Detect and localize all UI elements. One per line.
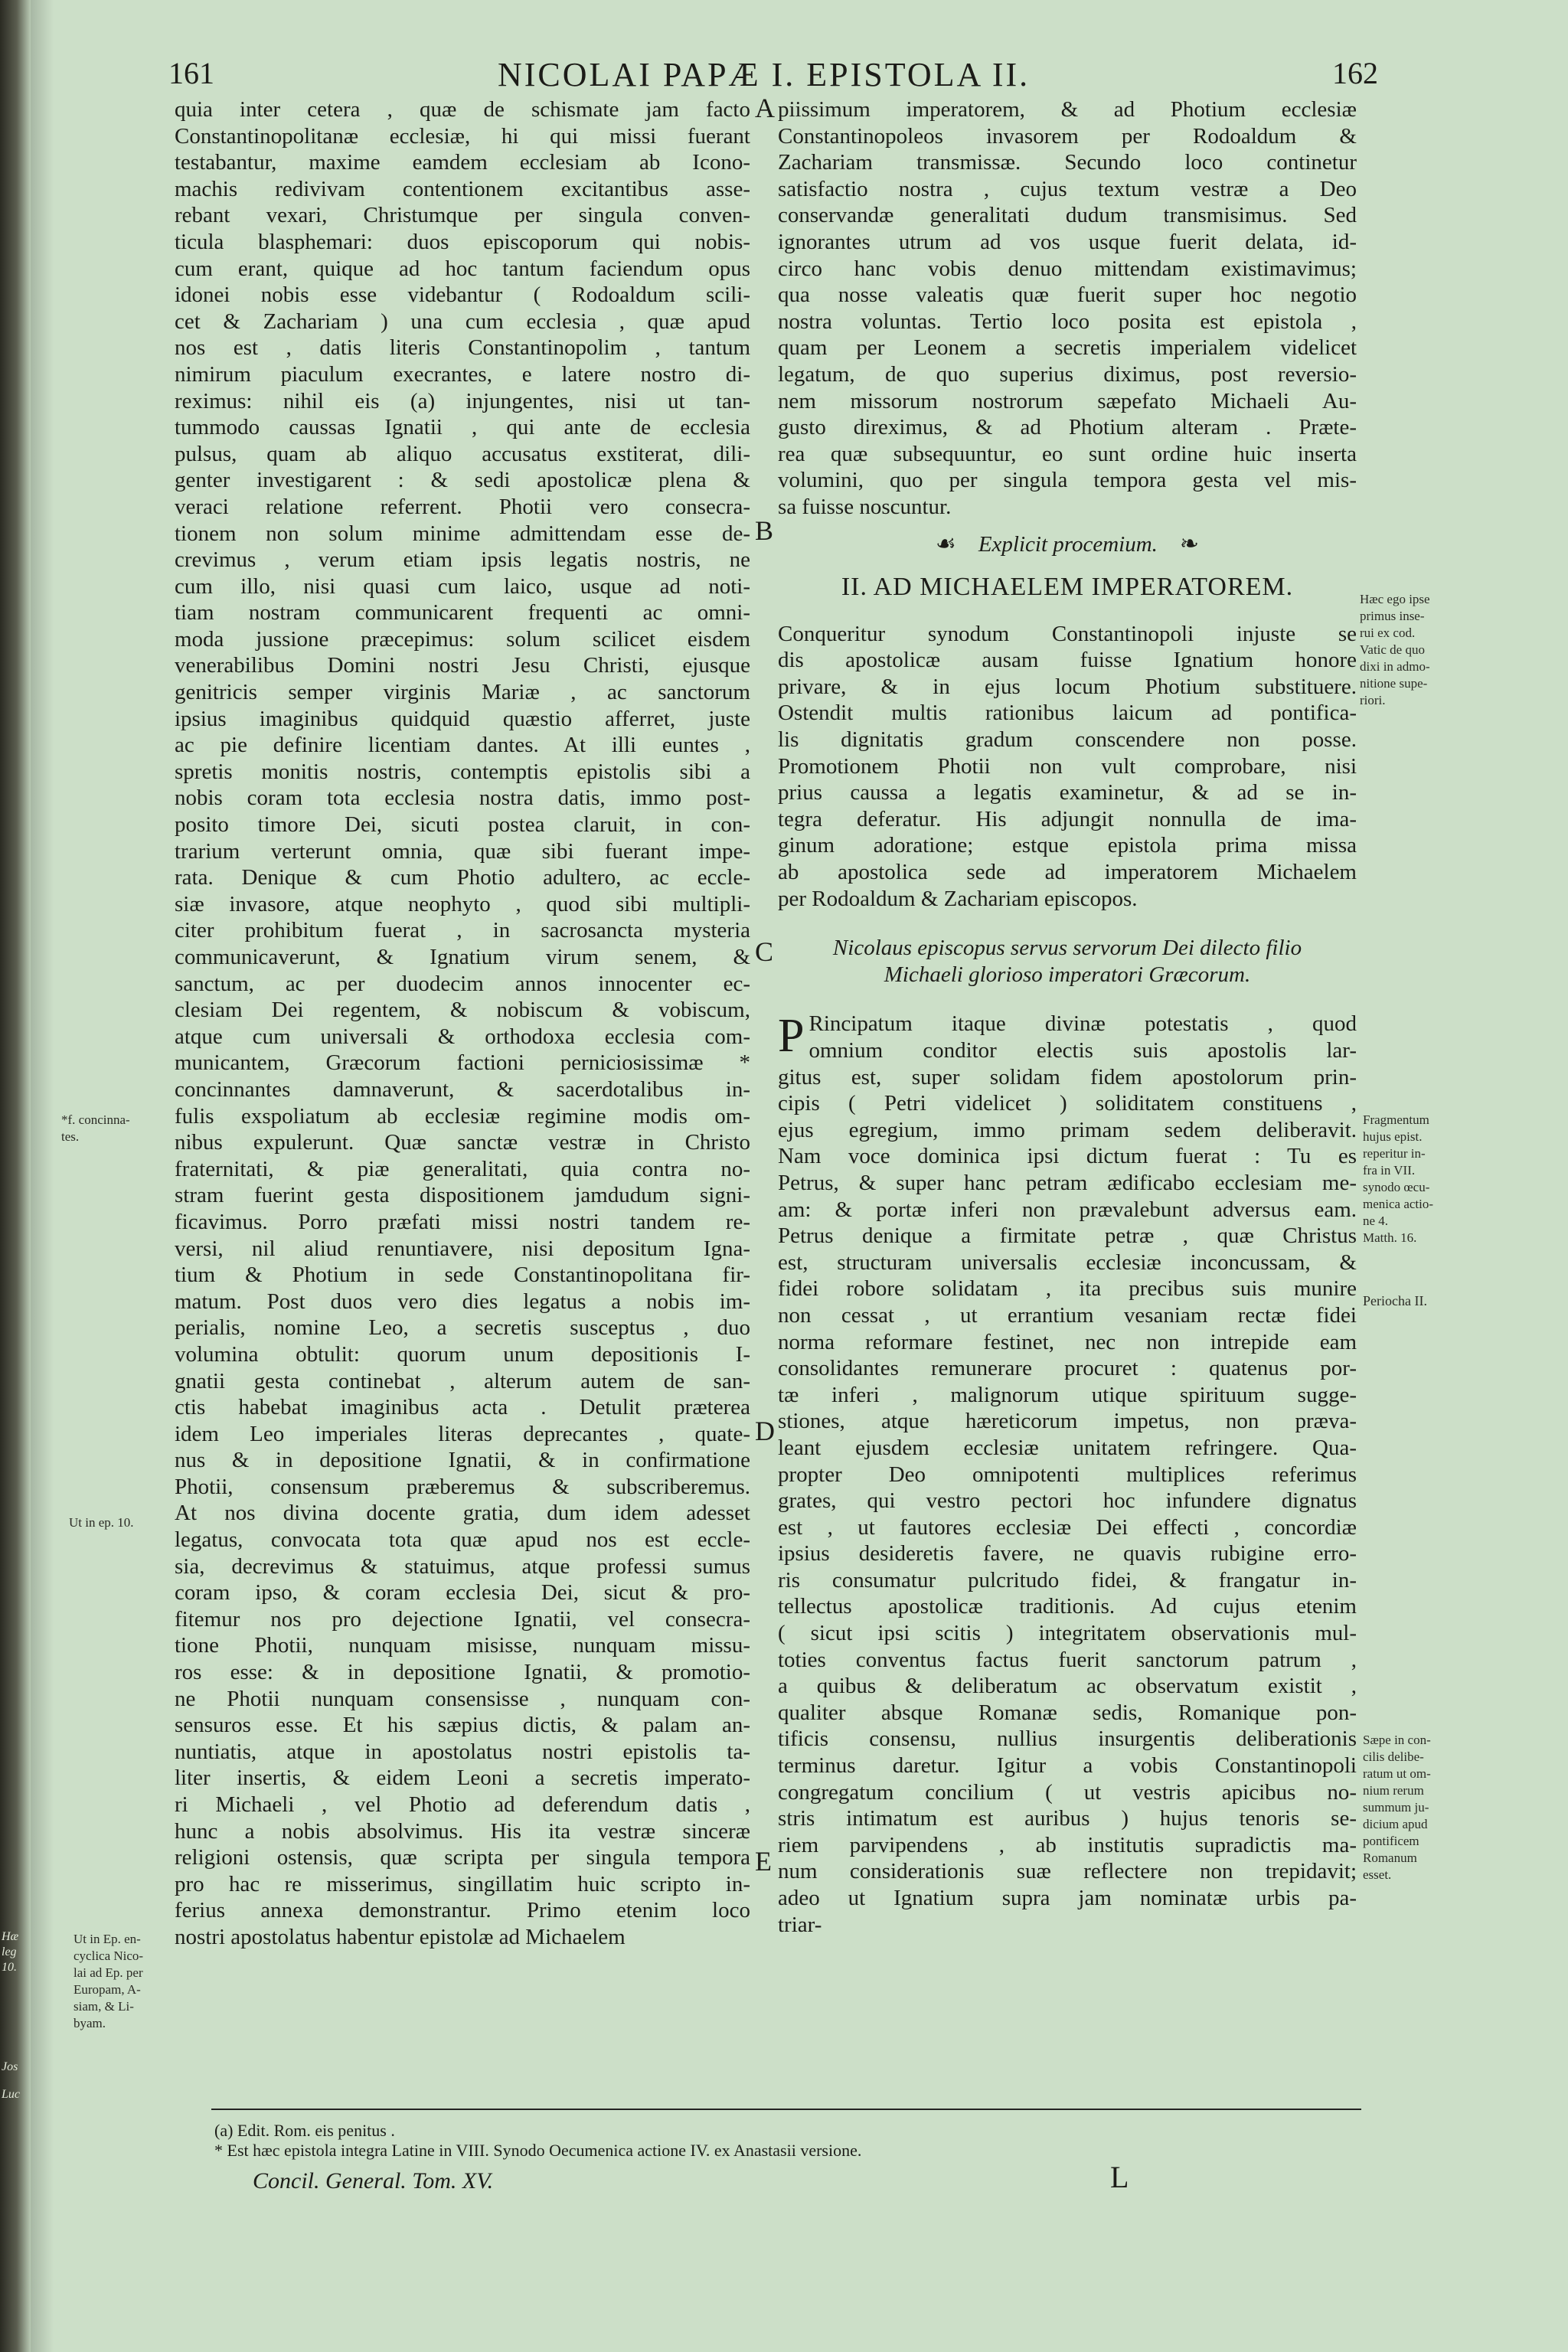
gutter-fragment-2: Jos <box>2 2060 18 2073</box>
text-line: tummodo caussas Ignatii , qui ante de ecclesia <box>175 415 750 440</box>
text-line: communicaverunt, & Ignatium virum senem, & <box>175 945 750 969</box>
text-line: circo hanc vobis denuo mittendam existimavimus; <box>778 256 1357 281</box>
text-line: ctis habebat imaginibus acta . Detulit præterea <box>175 1395 750 1420</box>
letter-line: tæ inferi , malignorum utique spirituum sugge- <box>778 1382 1357 1407</box>
letter-line: grates, qui vestro pectori hoc infundere dignatus <box>778 1488 1357 1514</box>
summary-line: Promotionem Photii non vult comprobare, nisi <box>778 753 1357 779</box>
letter-line: adeo ut Ignatium supra jam nominatæ urbis pa- <box>778 1886 1357 1910</box>
letter-line: tellectus apostolicæ traditionis. Ad cujus etenim <box>778 1594 1357 1619</box>
letter-line: non cessat , ut errantium vesaniam rectæ fidei <box>778 1302 1357 1328</box>
text-line: rea quæ subsequuntur, eo sunt ordine huic inserta <box>778 441 1357 466</box>
text-line: nobis coram tota ecclesia nostra datis, immo post- <box>175 786 750 811</box>
letter-line: ( sicut ipsi scitis ) integritatem observationis mul- <box>778 1621 1357 1646</box>
summary-line: prius caussa a legatis examinetur, & ad se in- <box>778 780 1357 805</box>
salutation-line-2: Michaeli glorioso imperatori Græcorum. <box>884 962 1251 987</box>
letter-line: fidei robore solidatam , ita precibus suis munire <box>778 1276 1357 1302</box>
footnote-star: * Est hæc epistola integra Latine in VIII. Synodo Oecumenica actione IV. ex Anastasii versione. <box>214 2141 862 2160</box>
text-line: quam per Leonem a secretis imperialem videlicet <box>778 335 1357 361</box>
letter-line: consolidantes remunerare procuret : quatenus por- <box>778 1356 1357 1381</box>
text-line: pro hac re misserimus, singillatim huic scripto in- <box>175 1871 750 1896</box>
text-line: cum erant, quique ad hoc tantum faciendum opus <box>175 256 750 281</box>
text-line: veraci relatione referrent. Photii vero consecra- <box>175 494 750 519</box>
text-line: genter investigarent : & sedi apostolicæ plena & <box>175 468 750 493</box>
margin-note-concinnantes: *f. concinna- tes. <box>61 1112 130 1144</box>
text-line: atque cum universali & orthodoxa ecclesia com- <box>175 1024 750 1049</box>
text-line: tionem non solum minime admittendam esse de- <box>175 521 750 546</box>
letter-line: num considerationis suæ reflectere non trepidavit; <box>778 1859 1357 1884</box>
text-line: siæ invasore, atque neophyto , quod sibi multipli- <box>175 891 750 916</box>
letter-line: Petrus denique a firmitate petræ , quæ Christus <box>778 1223 1357 1249</box>
text-line: fulis exspoliatum ab ecclesiæ regimine modis om- <box>175 1103 750 1129</box>
summary-line: Conqueritur synodum Constantinopoli injuste se <box>778 621 1357 646</box>
running-title: NICOLAI PAPÆ I. EPISTOLA II. <box>498 56 1031 93</box>
text-line: idem Leo imperiales literas deprecantes , quate- <box>175 1421 750 1446</box>
letter-line: est , ut fautores ecclesiæ Dei effecti , concordiæ <box>778 1514 1357 1540</box>
text-line: idonei nobis esse videbantur ( Rodoaldum scili- <box>175 283 750 308</box>
text-line: Zachariam transmissæ. Secundo loco continetur <box>778 150 1357 175</box>
margin-note-periocha: Periocha II. <box>1363 1293 1427 1308</box>
text-line: ac pie definire licentiam dantes. At illi euntes , <box>175 733 750 758</box>
text-line: versi, nil aliud renuntiavere, nisi depositum Igna- <box>175 1236 750 1261</box>
text-line: conservandæ generalitati dudum transmisimus. Sed <box>778 203 1357 228</box>
text-line: nuntiatis, atque in apostolatus nostri epistolis ta- <box>175 1739 750 1764</box>
letter-line: qualiter absque Romanæ sedis, Romanique pon- <box>778 1700 1357 1725</box>
letter-body <box>778 1011 1357 1938</box>
text-line: posito timore Dei, sicuti postea claruit, in con- <box>175 812 750 838</box>
text-line: moda jussione præcepimus: solum scilicet eisdem <box>175 626 750 652</box>
text-line: ignorantes utrum ad vos usque fuerit delata, id- <box>778 229 1357 254</box>
text-line: Constantinopolitanæ ecclesiæ, hi qui missi fuerant <box>175 123 750 149</box>
text-line: spretis monitis nostris, contemptis epistolis sibi a <box>175 759 750 784</box>
summary-line: ab apostolica sede ad imperatorem Michaelem <box>778 860 1357 885</box>
text-line: venerabilibus Domini nostri Jesu Christi, ejusque <box>175 653 750 678</box>
margin-note-ut-in-ep: Ut in ep. 10. <box>69 1515 134 1530</box>
footnote-a: (a) Edit. Rom. eis penitus . <box>214 2121 395 2140</box>
letter-line: riem parvipendens , ab institutis supradictis ma- <box>778 1832 1357 1857</box>
text-line: legatum, de quo superius diximus, post reversio- <box>778 361 1357 387</box>
letter-line: omnium conditor electis suis apostolis lar- <box>808 1038 1357 1063</box>
section-marker-e: E <box>755 1846 772 1877</box>
text-line: clesiam Dei regentem, & nobiscum & vobiscum, <box>175 998 750 1023</box>
letter-line: am: & portæ inferi non prævalebunt adversus eam. <box>778 1197 1357 1222</box>
letter-summary <box>778 621 1357 913</box>
book-gutter <box>0 0 31 2352</box>
text-line: religioni ostensis, quæ scripta per singula tempora <box>175 1845 750 1870</box>
text-line: ri Michaeli , vel Photio ad deferendum datis , <box>175 1792 750 1817</box>
text-line: quia inter cetera , quæ de schismate jam facto <box>175 97 750 122</box>
text-line: nus & in depositione Ignatii, & in confirmatione <box>175 1448 750 1473</box>
text-line: rebant vexari, Christumque per singula conven- <box>175 203 750 228</box>
section-heading: II. AD MICHAELEM IMPERATOREM. <box>841 573 1294 602</box>
proem-conclusion <box>778 96 1357 521</box>
letter-line: triar- <box>778 1912 822 1937</box>
section-marker-d: D <box>755 1416 775 1446</box>
text-line: cum illo, nisi quasi cum laico, usque ad noti- <box>175 573 750 599</box>
summary-line: lis dignitatis gradum conscendere non posse. <box>778 727 1357 753</box>
text-line: nem missorum nostrorum sæpefato Michaeli Au- <box>778 388 1357 413</box>
right-fleuron-icon: ❧ <box>1179 530 1200 557</box>
text-line: piissimum imperatorem, & ad Photium ecclesiæ <box>778 97 1357 122</box>
explicit-text: Explicit procemium. <box>978 531 1158 557</box>
text-line: volumini, quo per singula tempora gesta vel mis- <box>778 468 1357 493</box>
letter-line: stris intimatum est auribus ) hujus tenoris se- <box>778 1806 1357 1831</box>
text-line: crevimus , verum etiam ipsis legatis nostris, ne <box>175 547 750 573</box>
text-line: tiam nostram communicarent frequenti ac omni- <box>175 600 750 626</box>
letter-line: Rincipatum itaque divinæ potestatis , quod <box>808 1011 1357 1037</box>
letter-line: est, structuram universalis ecclesiæ inconcussam, & <box>778 1250 1357 1275</box>
text-line: tione Photii, nunquam misisse, nunquam missu- <box>175 1633 750 1658</box>
right-column <box>778 96 1357 1938</box>
summary-line: ginum adoratione; estque epistola prima missa <box>778 833 1357 858</box>
letter-line: cipis ( Petri videlicet ) soliditatem constituens , <box>778 1091 1357 1116</box>
letter-line: Petrus, & super hanc petram ædificabo ecclesiam me- <box>778 1170 1357 1195</box>
text-line: genitricis semper virginis Mariæ , ac sanctorum <box>175 680 750 705</box>
left-page-number: 161 <box>168 56 214 90</box>
letter-line: ipsius desideretis favere, ne quavis rubigine erro- <box>778 1541 1357 1566</box>
letter-line: stiones, atque hæreticorum impetus, non præva- <box>778 1409 1357 1434</box>
right-page-number: 162 <box>1332 56 1378 90</box>
text-line: sa fuisse noscuntur. <box>778 494 952 519</box>
text-line: ne Photii nunquam consensisse , nunquam con- <box>175 1686 750 1711</box>
signature-mark: L <box>1110 2160 1129 2194</box>
letter-line: propter Deo omnipotenti multiplices referimus <box>778 1462 1357 1487</box>
text-line: gusto direximus, & ad Photium alteram . Præte- <box>778 415 1357 440</box>
text-line: machis redivivam contentionem excitantibus asse- <box>175 176 750 201</box>
summary-line: per Rodoaldum & Zachariam episcopos. <box>778 886 1138 911</box>
section-marker-b: B <box>755 515 774 546</box>
text-line: gnatii gesta continebat , alterum autem de san- <box>175 1368 750 1393</box>
letter-line: ris consumatur pulcritudo fidei, & frangatur in- <box>778 1567 1357 1592</box>
text-line: testabantur, maxime eamdem ecclesiam ab Icono- <box>175 150 750 175</box>
text-line: nimirum piaculum execrantes, e latere nostro di- <box>175 361 750 387</box>
text-line: qua nosse valeatis quæ fuerit super hoc negotio <box>778 283 1357 308</box>
left-column <box>175 96 750 1951</box>
letter-line: congregatum concilium ( ut vestris apicibus no- <box>778 1779 1357 1805</box>
text-line: nos est , datis literis Constantinopolim , tantum <box>175 335 750 361</box>
margin-note-saepe-in-conciliis: Sæpe in con- cilis delibe- ratum ut om- nium rerum summum ju- dicium apud pontificem Romanum esset. <box>1363 1733 1431 1882</box>
text-line: sensuros esse. Et his sæpius dictis, & palam an- <box>175 1713 750 1738</box>
footnotes <box>214 2121 1363 2161</box>
text-line: hunc a nobis absolvimus. His ita vestræ sinceræ <box>175 1818 750 1844</box>
gutter-fragment-3: Luc <box>2 2088 20 2101</box>
signature-line: Concil. General. Tom. XV. <box>253 2168 494 2194</box>
letter-line: a quibus & deliberatum ac observatum existit , <box>778 1674 1357 1699</box>
margin-note-fragmentum: Fragmentum hujus epist. reperitur in- fra in VII. synodo œcu- menica actio- ne 4. Matth. 16. <box>1363 1112 1434 1245</box>
drop-cap: P <box>778 1010 805 1063</box>
text-line: ticula blasphemari: duos episcoporum qui nobis- <box>175 229 750 254</box>
footnote-rule <box>211 2109 1361 2110</box>
text-line: fitemur nos pro dejectione Ignatii, vel consecra- <box>175 1606 750 1632</box>
text-line: matum. Post duos vero dies legatus a nobis im- <box>175 1289 750 1314</box>
text-line: ipsius imaginibus quidquid quæstio afferret, juste <box>175 706 750 731</box>
text-line: Photii, consensum præberemus & subscriberemus. <box>175 1474 750 1499</box>
text-line: ros esse: & in depositione Ignatii, & promotio- <box>175 1660 750 1685</box>
text-line: liter insertis, & eidem Leoni a secretis imperato- <box>175 1766 750 1791</box>
text-line: stram fuerint gesta dispositionem jamdudum signi- <box>175 1183 750 1208</box>
text-line: sia, decrevimus & statuimus, atque professi sumus <box>175 1553 750 1579</box>
text-line: tium & Photium in sede Constantinopolitana fir- <box>175 1263 750 1288</box>
section-marker-a: A <box>755 93 775 123</box>
text-line: fraternitati, & piæ generalitati, quia contra no- <box>175 1156 750 1181</box>
left-fleuron-icon: ☙ <box>935 530 956 557</box>
letter-line: terminus daretur. Igitur a vobis Constantinopoli <box>778 1753 1357 1779</box>
text-line: trarium verterunt omnia, quæ sibi fuerant impe- <box>175 838 750 864</box>
text-line: ficavimus. Porro præfati missi nostri tandem re- <box>175 1209 750 1234</box>
letter-line: tificis consensu, nullius insurgentis deliberationis <box>778 1726 1357 1752</box>
text-line: coram ipso, & coram ecclesia Dei, sicut & pro- <box>175 1580 750 1606</box>
salutation <box>778 935 1357 988</box>
text-line: citer prohibitum fuerat , in sacrosancta mysteria <box>175 918 750 943</box>
salutation-line-1: Nicolaus episcopus servus servorum Dei dilecto filio <box>832 936 1302 961</box>
text-line: pulsus, quam ab aliquo accusatus exstiterat, dili- <box>175 441 750 466</box>
text-line: At nos divina docente gratia, dum idem adesset <box>175 1501 750 1526</box>
text-line: perialis, nomine Leo, a secretis susceptus , duo <box>175 1315 750 1341</box>
letter-line: leant ejusdem ecclesiæ unitatem refringere. Qua- <box>778 1435 1357 1460</box>
text-line: cet & Zachariam ) una cum ecclesia , quæ apud <box>175 309 750 334</box>
text-line: reximus: nihil eis (a) injungentes, nisi ut tan- <box>175 388 750 413</box>
letter-line: ejus egregium, immo primam sedem deliberavit. <box>778 1117 1357 1142</box>
text-line: legatus, convocata tota quæ apud nos est eccle- <box>175 1527 750 1553</box>
text-line: volumina obtulit: quorum unum depositionis I- <box>175 1341 750 1367</box>
text-line: sanctum, ac per duodecim annos innocenter ec- <box>175 971 750 996</box>
text-line: Constantinopoleos invasorem per Rodoaldum & <box>778 123 1357 149</box>
text-line: nostri apostolatus habentur epistolæ ad Michaelem <box>175 1924 626 1949</box>
summary-line: Ostendit multis rationibus laicum ad pontifica- <box>778 701 1357 726</box>
text-line: ferius annexa demonstrantur. Primo etenim loco <box>175 1898 750 1923</box>
text-line: municantem, Græcorum factioni perniciosissimæ * <box>175 1050 750 1076</box>
letter-line: norma reformare festinet, nec non intrepide eam <box>778 1329 1357 1354</box>
text-line: nostra voluntas. Tertio loco posita est epistola , <box>778 309 1357 334</box>
text-line: concinnantes damnaverunt, & sacerdotalibus in- <box>175 1076 750 1102</box>
margin-note-encyclica: Ut in Ep. en- cyclica Nico- lai ad Ep. per Europam, A- siam, & Li- byam. <box>74 1932 144 2030</box>
letter-line: Nam voce dominica ipsi dictum fuerat : Tu es <box>778 1144 1357 1169</box>
text-line: satisfactio nostra , cujus textum vestræ a Deo <box>778 176 1357 201</box>
summary-line: tegra deferatur. His adjungit nonnulla de ima- <box>778 806 1357 831</box>
gutter-fragment-1: Hæ leg 10. <box>2 1930 19 1974</box>
text-line: nibus expulerunt. Quæ sanctæ vestræ in Christo <box>175 1130 750 1155</box>
summary-line: privare, & in ejus locum Photium substituere. <box>778 674 1357 699</box>
summary-line: dis apostolicæ ausam fuisse Ignatium honore <box>778 648 1357 673</box>
text-line: rata. Denique & cum Photio adultero, ac eccle- <box>175 865 750 890</box>
explicit-line <box>778 531 1357 558</box>
spine-shadow <box>31 0 54 2352</box>
letter-line: toties conventus factus fuerit sanctorum patrum , <box>778 1647 1357 1672</box>
margin-note-vatic-codex: Hæc ego ipse primus inse- rui ex cod. Vatic de quo dixi in admo- nitione supe- riori. <box>1360 592 1430 707</box>
section-marker-c: C <box>755 936 774 967</box>
letter-line: gitus est, super solidam fidem apostolorum prin- <box>778 1064 1357 1089</box>
